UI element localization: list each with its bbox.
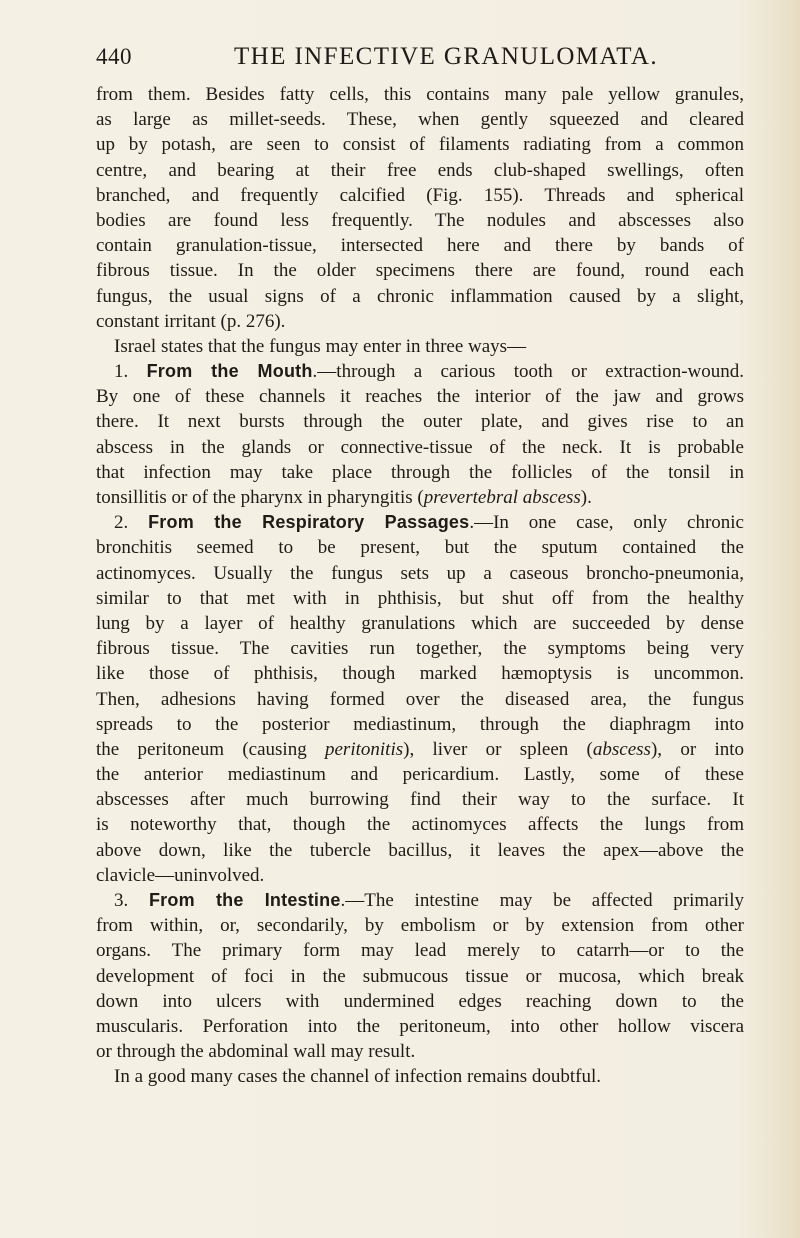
- text-line: branched, and frequently calcified (Fig. 155). Threads and spherical: [96, 184, 744, 206]
- text-line: from them. Besides fatty cells, this contains many pale yellow granules,: [96, 84, 744, 105]
- running-title: THE INFECTIVE GRANULOMATA.: [234, 43, 658, 70]
- text-line: development of foci in the submucous tissue or mucosa, which break: [96, 965, 744, 987]
- section-heading-intestine: From the Intestine: [148, 890, 341, 910]
- text-line: above down, like the tubercle bacillus, it leaves the apex—above the: [96, 839, 744, 861]
- text-line: 2. From the Respiratory Passages.—In one case, only chronic: [114, 512, 744, 534]
- text-line: spreads to the posterior mediastinum, through the diaphragm into: [96, 713, 744, 735]
- text-line: 1. From the Mouth.—through a carious tooth or extraction-wound.: [114, 361, 745, 383]
- text-line: contain granulation-tissue, intersected here and there by bands of: [96, 235, 744, 257]
- text-line: fibrous tissue. The cavities run together, the symptoms being very: [96, 638, 744, 660]
- section-heading-respiratory: From the Respiratory Passages: [148, 512, 470, 533]
- text-line: organs. The primary form may lead merely to catarrh—or to the: [96, 940, 744, 962]
- text-line: the anterior mediastinum and pericardium. Lastly, some of these: [96, 764, 744, 786]
- text-line: like those of phthisis, though marked hæmoptysis is uncommon.: [96, 663, 744, 685]
- text-line: bodies are found less frequently. The nodules and abscesses also: [96, 209, 744, 231]
- body-text: [96, 82, 744, 1090]
- text-line: In a good many cases the channel of infection remains doubtful.: [114, 1066, 601, 1088]
- text-line: that infection may take place through the follicles of the tonsil in: [96, 461, 744, 483]
- text-line: up by potash, are seen to consist of filaments radiating from a common: [96, 134, 744, 156]
- text-line: as large as millet-seeds. These, when gently squeezed and cleared: [96, 109, 744, 131]
- text-line: there. It next bursts through the outer plate, and gives rise to an: [96, 411, 744, 433]
- text-line: fungus, the usual signs of a chronic inflammation caused by a slight,: [96, 285, 744, 307]
- text-line: abscesses after much burrowing find their way to the surface. It: [96, 789, 744, 811]
- text-line: By one of these channels it reaches the interior of the jaw and grows: [96, 386, 744, 408]
- text-line: from within, or, secondarily, by embolism or by extension from other: [96, 915, 744, 937]
- text-line: abscess in the glands or connective-tissue of the neck. It is probable: [96, 436, 744, 458]
- text-line: is noteworthy that, though the actinomyces affects the lungs from: [96, 814, 744, 836]
- text-line: 3. From the Intestine.—The intestine may be affected primarily: [114, 890, 744, 911]
- text-line: fibrous tissue. In the older specimens there are found, round each: [96, 260, 744, 282]
- text-line: tonsillitis or of the pharynx in pharyngitis (prevertebral abscess).: [96, 487, 592, 508]
- text-line: lung by a layer of healthy granulations which are succeeded by dense: [96, 612, 744, 634]
- text-line: actinomyces. Usually the fungus sets up a caseous broncho-pneumonia,: [96, 562, 744, 584]
- text-line: similar to that met with in phthisis, but shut off from the healthy: [96, 587, 744, 609]
- section-heading-mouth: From the Mouth: [146, 361, 313, 382]
- text-line: muscularis. Perforation into the peritoneum, into other hollow viscera: [96, 1015, 744, 1037]
- text-line: constant irritant (p. 276).: [96, 310, 286, 332]
- text-line: Then, adhesions having formed over the diseased area, the fungus: [96, 688, 744, 710]
- text-line: Israel states that the fungus may enter in three ways—: [114, 335, 527, 357]
- text-line: the peritoneum (causing peritonitis), liver or spleen (abscess), or into: [96, 738, 745, 760]
- text-line: or through the abdominal wall may result.: [96, 1041, 416, 1063]
- text-line: bronchitis seemed to be present, but the sputum contained the: [96, 537, 744, 559]
- text-line: clavicle—uninvolved.: [96, 864, 265, 886]
- text-line: centre, and bearing at their free ends club-shaped swellings, often: [96, 159, 744, 181]
- page-number: 440: [96, 44, 132, 69]
- running-head: [96, 42, 742, 76]
- text-line: down into ulcers with undermined edges reaching down to the: [96, 990, 744, 1012]
